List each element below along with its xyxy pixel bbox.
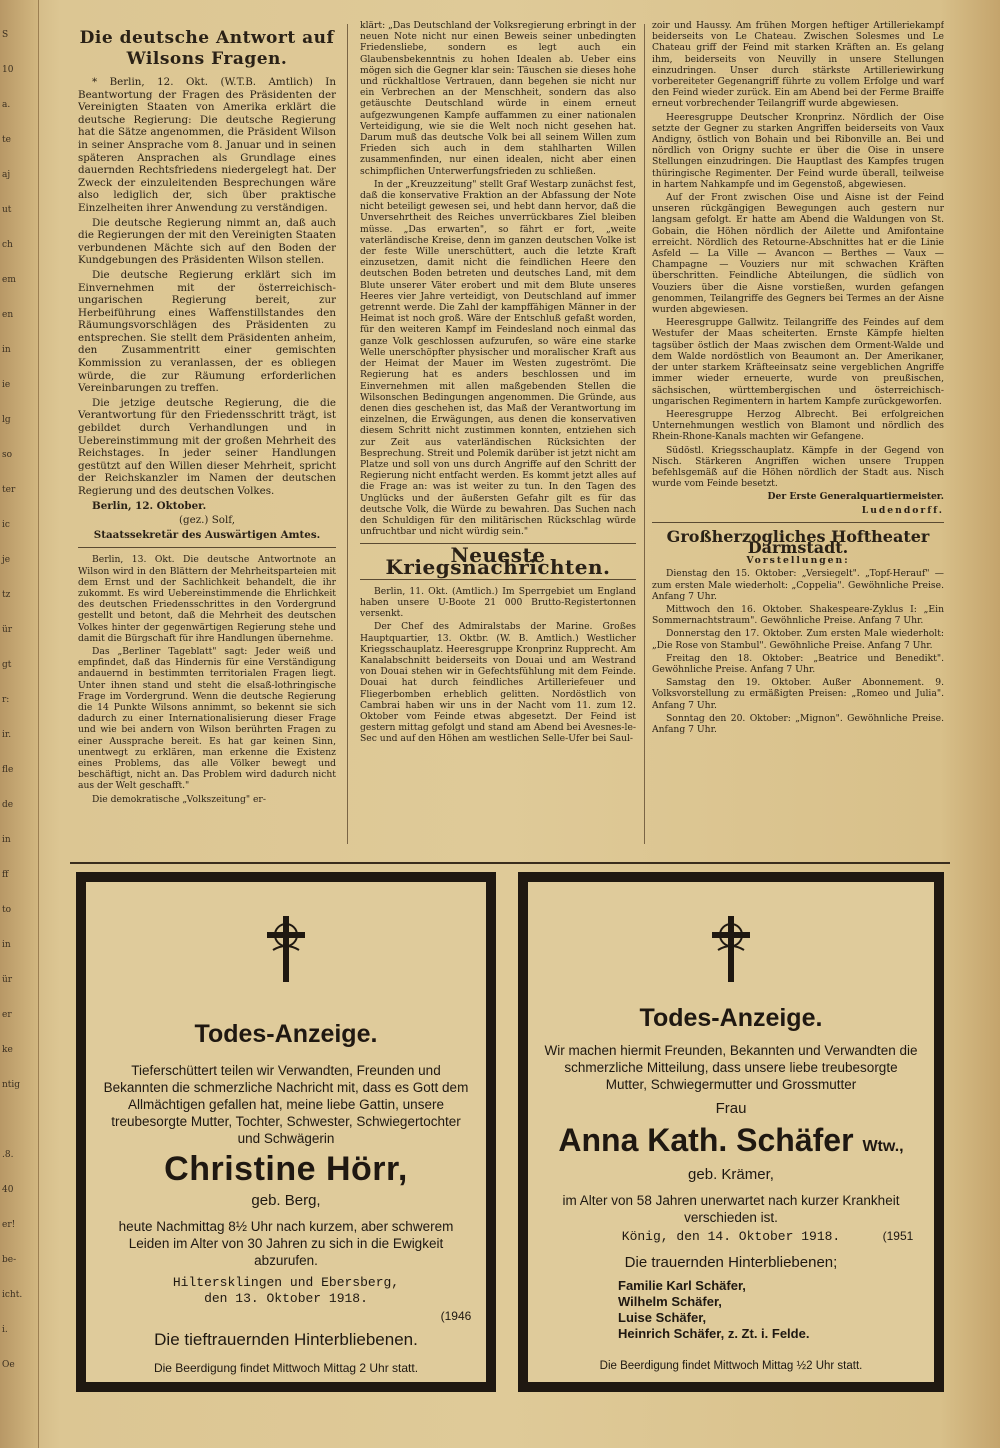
ad-number: (1951 xyxy=(882,1229,914,1243)
margin-fragment: ke xyxy=(2,1045,13,1055)
small-paragraph: Das „Berliner Tageblatt" sagt: Jeder weiß und empfindet, daß das Hindernis für eine Verständigung andauernd in bestimmten territorialen Fragen liegt. Unter ihnen stand und steht die elsaß-lothringische Frage im Vordergrund. Wenn die deutsche Regierung die 14 Punkte Wilsons annimmt, so bekennt sie sich dadurch zu einer Internationalisierung dieser Frage und wie bei andern von Wilson berührten Fragen zu einer Aussprache bereit. Es hat gar keinen Sinn, unentwegt zu erklären, man erkenne die Existenz eines Problems, das alle Völker bewegt und beschäftigt, nicht an. Das Problem wird dadurch nicht aus der Welt geschafft." xyxy=(78,646,336,792)
column-3 xyxy=(652,20,944,860)
funeral-info: Die Beerdigung findet Mittwoch Mittag 2 Uhr statt. xyxy=(153,1361,419,1375)
cross-icon xyxy=(263,914,309,984)
margin-fragment: gt xyxy=(2,660,12,670)
margin-fragment: ic xyxy=(2,520,10,530)
family-member: Familie Karl Schäfer, xyxy=(618,1278,746,1293)
column-rule xyxy=(644,24,645,844)
margin-fragment: ut xyxy=(2,205,12,215)
margin-fragment: S xyxy=(2,30,9,40)
margin-fragment: ff xyxy=(2,870,9,880)
ad-title: Todes-Anzeige. xyxy=(639,1004,823,1032)
deceased-name-line xyxy=(528,1122,934,1159)
divider xyxy=(360,579,636,580)
signoff-title: Der Erste Generalquartiermeister. xyxy=(767,491,944,503)
column-rule xyxy=(347,24,348,844)
margin-fragment: in xyxy=(2,345,11,355)
margin-fragment: em xyxy=(2,275,16,285)
death-notice-schaefer xyxy=(518,872,944,1392)
margin-fragment: er xyxy=(2,1010,12,1020)
previous-page-margin xyxy=(0,0,39,1448)
margin-fragment: tz xyxy=(2,590,11,600)
paragraph: Auf der Front zwischen Oise und Aisne ist der Feind unseren rückgängigen Bewegungen auch gestern nur langsam gefolgt. Er hatte am Abend die Waldungen von St. Gobain, die Höhen nördlich der Ailette und Amifontaine erreicht. Nördlich des Retourne-Abschnittes hat er die Linie Asfeld — La Ville — Avancon — Berthes — Vaux — Champagne — Vouziers nur mit schwachen Kräften überschritten. Feindliche Abteilungen, die südlich von Vouziers über die Aisne vorstießen, wurden gefangen genommen, Teilangriffe des Gegners bei Termes an der Aisne wurden abgewiesen. xyxy=(652,192,944,316)
ad-title: Todes-Anzeige. xyxy=(194,1020,378,1048)
margin-fragment: a. xyxy=(2,100,11,110)
deceased-name: Christine Hörr, xyxy=(164,1150,408,1188)
cross-icon xyxy=(708,914,754,984)
column-2 xyxy=(360,20,636,860)
margin-fragment: ür xyxy=(2,625,13,635)
margin-fragment: te xyxy=(2,135,11,145)
family-member: Wilhelm Schäfer, xyxy=(618,1294,722,1309)
dateline: Berlin, 12. Oktober. xyxy=(92,499,207,512)
family-member: Luise Schäfer, xyxy=(618,1310,707,1325)
margin-fragment: ir. xyxy=(2,730,12,740)
family-member: Heinrich Schäfer, z. Zt. i. Felde. xyxy=(618,1326,810,1341)
ad-text-2: heute Nachmittag 8½ Uhr nach kurzem, aber schwerem Leiden im Alter von 30 Jahren zu sich in die Ewigkeit abzurufen. xyxy=(118,1219,454,1268)
ad-text: Wir machen hiermit Freunden, Bekannten und Verwandten die schmerzliche Mitteilung, dass unsere liebe treubesorgte Mutter, Schwiegermutter und Grossmutter xyxy=(544,1043,918,1092)
place-date: König, den 14. Oktober 1918. xyxy=(621,1229,841,1244)
margin-fragment: r: xyxy=(2,695,10,705)
signature: (gez.) Solf, xyxy=(179,514,235,527)
margin-fragment: i. xyxy=(2,1325,8,1335)
paragraph: Heeresgruppe Gallwitz. Teilangriffe des Feindes auf dem Westufer der Maas scheiterten. Ernste Kämpfe hielten tagsüber östlich der Maas zwischen dem Orment-Walde und dem Walde nordöstlich von Beaumont an. Der Amerikaner, der unter starkem Kräfteeinsatz seine vergeblichen Angriffe immer wieder erneuerte, wurde von preußischen, sächsischen, württembergischen und österreichisch-ungarischen Regimentern in hartem Kampfe zurückgeworfen. xyxy=(652,317,944,407)
margin-fragment: in xyxy=(2,940,11,950)
margin-fragment: ie xyxy=(2,380,11,390)
theater-item: Freitag den 18. Oktober: „Beatrice und Benedikt". Gewöhnliche Preise. Anfang 7 Uhr. xyxy=(652,652,944,675)
theater-item: Donnerstag den 17. Oktober. Zum ersten Male wiederholt: „Die Rose von Stambul". Gewöhnliche Preise. Anfang 7 Uhr. xyxy=(652,628,944,651)
margin-fragment: de xyxy=(2,800,14,810)
paragraph: In der „Kreuzzeitung" stellt Graf Westarp zunächst fest, daß die konservative Fraktion an der Abfassung der Note nicht beteiligt gewesen sei, und hebt dann hervor, daß die Unversehrtheit des Reiches unverrückbares Ziel bleiben müsse. „Das erwarten", so fährt er fort, „weite vaterländische Kreise, denn im ganzen deutschen Volke ist der feste Wille unerschüttert, auch die letzte Kraft einzusetzen, damit nicht die feindlichen Heere den deutschen Boden betreten und deutsches Land, mit dem Blute unserer Väter erobert und mit dem Blute unseres Heeres vier Jahre verteidigt, von Deutschland auf immer getrennt werde. Die Zahl der kampffähigen Männer in der Heimat ist noch groß. Wäre der Entschluß gefaßt worden, für den weiteren Kampf im Feindesland noch einmal das ganze Volk geschlossen aufzurufen, so wäre eine starke Welle unerschöpfter physischer und moralischer Kraft aus der Heimat der Mauer im Westen zugeströmt. Die Regierung hat es anders beschlossen und im Einvernehmen mit allen maßgebenden Stellen die Wilsonschen Bedingungen angenommen. Die Gründe, aus denen dies geschehen ist, das Maß der Verantwortung im einzelnen, die Erwägungen, aus denen die konservativen diesem Schritt nicht zustimmen konnten, entziehen sich zur Zeit aus vaterländischen Rücksichten der Besprechung. Streit und Polemik darüber ist jetzt nicht am Platze und soll von uns durch Angriffe auf den Schritt der Regierung nicht entfacht werden. Es kommt jetzt alles auf die Frage an: was ist weiter zu tun. In den Tagen des Unglücks und der äußersten Gefahr gilt es für das deutsche Volk, die Würde zu bewahren. Das Suchen nach den Schuldigen für den militärischen Rückschlag würde unfruchtbar und nicht würdig sein." xyxy=(360,178,636,538)
margin-fragment: in xyxy=(2,835,11,845)
section-rule xyxy=(70,862,950,864)
signoff-name: Ludendorff. xyxy=(861,504,944,516)
margin-fragment: to xyxy=(2,905,12,915)
paragraph: Südöstl. Kriegsschauplatz. Kämpfe in der Gegend von Nisch. Stärkeren Angriffen wichen unsere Truppen befehlsgemäß auf die Höhen nördlich der Stadt aus. Nisch wurde vom Feinde besetzt. xyxy=(652,444,944,490)
margin-fragment: je xyxy=(2,555,11,565)
margin-fragment: so xyxy=(2,450,13,460)
date: den 13. Oktober 1918. xyxy=(204,1291,368,1306)
theater-item: Sonntag den 20. Oktober: „Mignon". Gewöhnliche Preise. Anfang 7 Uhr. xyxy=(652,712,944,735)
paragraph: Der Chef des Admiralstabs der Marine. Großes Hauptquartier, 13. Oktbr. (W. B. Amtlich.) Westlicher Kriegsschauplatz. Heeresgruppe Kronprinz Rupprecht. Am Kanalabschnitt beiderseits von Douai und am Westrand von Douai stehen wir in Gefechtsfühlung mit dem Feinde. Douai hat durch feindliches Artilleriefeuer und Fliegerbomben erheblich gelitten. Nordöstlich von Cambrai haben wir uns in der Nacht vom 11. zum 12. Oktober vom Feinde etwas abgesetzt. Der Feind ist gestern mittag gefolgt und stand am Abend bei Avesnes-le-Sec und auf den Höhen am westlichen Selle-Ufer bei Saul- xyxy=(360,621,636,745)
margin-fragment: 10 xyxy=(2,65,14,75)
deceased-name: Anna Kath. Schäfer xyxy=(558,1122,854,1158)
theater-title: Großherzogliches Hoftheater Darmstadt. xyxy=(666,526,930,557)
margin-fragment: .8. xyxy=(2,1150,14,1160)
death-notice-hoerr xyxy=(76,872,496,1392)
paragraph: Die deutsche Regierung erklärt sich im Einvernehmen mit der österreichisch-ungarischen Regierung bereit, zur Herbeiführung eines Waffenstillstandes den Räumungsvorschlägen des Präsidenten zu entsprechen. Sie stellt dem Präsidenten anheim, den Zusammentritt einer gemischten Kommission zu veranlassen, der es obliegen würde, die zur Räumung erforderlichen Vereinbarungen zu treffen. xyxy=(78,268,336,395)
ad-text-2: im Alter von 58 Jahren unerwartet nach kurzer Krankheit verschieden ist. xyxy=(562,1193,900,1225)
signer-title: Staatssekretär des Auswärtigen Amtes. xyxy=(93,528,321,541)
margin-fragment: lg xyxy=(2,415,11,425)
article-title-wilson: Die deutsche Antwort auf Wilsons Fragen. xyxy=(79,28,335,69)
paragraph: klärt: „Das Deutschland der Volksregierung erbringt in der neuen Note nicht nur einen Beweis seiner unbedingten Friedensliebe, sondern es legt auch ein Glaubensbekenntnis zu hohen Idealen ab. Ueber eins mögen sich die Gegner klar sein: Täuschen sie dieses hohe und rückhaltlose Vertrauen, dann begehen sie nicht nur ein Verbrechen an der Menschheit, sondern das also getäuschte Deutschland würde in einem erneut aufgezwungenen Kampfe auffammen zu einer nationalen Verteidigung, wie sie die Welt noch nicht gesehen hat. Darum muß das deutsche Volk bei all seinem Willen zum Frieden sich auch in dem stahlharten Willen zusammenfinden, nur einen idealen, nicht aber einen schimpflichen Unterwerfungsfrieden zu schließen. xyxy=(360,20,636,177)
theater-item: Samstag den 19. Oktober. Außer Abonnement. 9. Volksvorstellung zu ermäßigten Preisen: „Romeo und Julia". Anfang 7 Uhr. xyxy=(652,677,944,711)
paragraph: Die deutsche Regierung nimmt an, daß auch die Regierungen der mit den Vereinigten Staaten verbundenen Mächte sich auf den Boden der Kundgebungen des Präsidenten Wilson stellen. xyxy=(78,216,336,267)
paragraph: * Berlin, 12. Okt. (W.T.B. Amtlich) In Beantwortung der Fragen des Präsidenten der Vereinigten Staaten von Amerika erklärt die deutsche Regierung: Die deutsche Regierung hat die Sätze angenommen, die Präsident Wilson in seiner Ansprache vom 8. Januar und in seinen späteren Ansprachen als Grundlage eines dauernden Rechtsfriedens niedergelegt hat. Der Zweck der einzuleitenden Besprechungen wäre also lediglich der, sich über praktische Einzelheiten ihrer Anwendung zu verständigen. xyxy=(78,76,336,214)
funeral-info: Die Beerdigung findet Mittwoch Mittag ½2 Uhr statt. xyxy=(599,1360,863,1372)
paragraph: Die jetzige deutsche Regierung, die die Verantwortung für den Friedensschritt trägt, ist gebildet durch Verhandlungen und in Uebereinstimmung mit der großen Mehrheit des Reichstages. In jeder seiner Handlungen gestützt auf den Willen dieser Mehrheit, spricht der Reichskanzler im Namen der deutschen Regierung und des deutschen Volkes. xyxy=(78,396,336,497)
family-list xyxy=(618,1278,918,1342)
divider xyxy=(652,522,944,523)
margin-fragment: fle xyxy=(2,765,14,775)
margin-fragment: icht. xyxy=(2,1290,23,1300)
mourners: Die tieftrauernden Hinterbliebenen. xyxy=(154,1330,418,1349)
place: Hiltersklingen und Ebersberg, xyxy=(172,1275,400,1290)
column-1 xyxy=(78,20,336,860)
salutation: Frau xyxy=(715,1100,747,1117)
margin-fragment: ntig xyxy=(2,1080,21,1090)
theater-subtitle: Vorstellungen: xyxy=(746,555,850,567)
theater-item: Mittwoch den 16. Oktober. Shakespeare-Zyklus I: „Ein Sommernachtstraum". Gewöhnliche Preise. Anfang 7 Uhr. xyxy=(652,603,944,627)
margin-fragment: ch xyxy=(2,240,13,250)
theater-item: Dienstag den 15. Oktober: „Versiegelt". „Topf-Herauf" — zum ersten Male wiederholt: „Coppelia". Gewöhnliche Preise. Anfang 7 Uhr. xyxy=(652,568,944,602)
paragraph: Heeresgruppe Deutscher Kronprinz. Nördlich der Oise setzte der Gegner zu starken Angriffen beiderseits von Vaux Andigny, östlich von Bohain und bei Ribonville an. Bei und nördlich von Origny suchte er über die Oise in unsere Stellungen einzudringen. Die Hauptlast des Kampfes trugen thüringische Regimenter. Der Feind wurde überall, teilweise in hartem Nahkampfe und im Gegenstoß, abgewiesen. xyxy=(652,111,944,190)
small-paragraph: Die demokratische „Volkszeitung" er- xyxy=(92,793,266,805)
margin-fragment: 40 xyxy=(2,1185,14,1195)
margin-fragment: aj xyxy=(2,170,11,180)
war-news-heading: Neueste Kriegsnachrichten. xyxy=(385,543,611,579)
margin-fragment: ür xyxy=(2,975,13,985)
widow-suffix: Wtw., xyxy=(862,1138,904,1155)
margin-fragment: Oe xyxy=(2,1360,15,1370)
margin-fragment: en xyxy=(2,310,14,320)
margin-fragment: be- xyxy=(2,1255,17,1265)
margin-fragment: er! xyxy=(2,1220,16,1230)
ad-text: Tieferschüttert teilen wir Verwandten, Freunden und Bekannten die schmerzliche Nachricht mit, dass es Gott dem Allmächtigen gefallen hat, meine liebe Gattin, unsere treubesorgte Mutter, Tochter, Schwester, Schwiegertochter und Schwägerin xyxy=(103,1063,469,1146)
paragraph: Heeresgruppe Herzog Albrecht. Bei erfolgreichen Unternehmungen westlich von Blamont und nördlich des Rhein-Rhone-Kanals machten wir Gefangene. xyxy=(652,408,944,443)
paragraph: zoir und Haussy. Am frühen Morgen heftiger Artilleriekampf beiderseits von Le Chateau. Zwischen Solesmes und Le Chateau griff der Feind mit starken Kräften an. Es gelang ihm, beiderseits von Neuvilly in unsere Stellungen einzudringen. Unser durch stärkste Artilleriewirkung vorbereiteter Gegenangriff führte zu vollem Erfolge und warf den Feind wieder zurück. Ein am Abend bei der Ferme Braiffe erneut vorbrechender Teilangriff wurde abgewiesen. xyxy=(652,20,944,110)
paragraph: Berlin, 11. Okt. (Amtlich.) Im Sperrgebiet um England haben unsere U-Boote 21 000 Brutto-Registertonnen versenkt. xyxy=(360,585,636,620)
mourners: Die trauernden Hinterbliebenen; xyxy=(624,1254,838,1271)
maiden-name: geb. Krämer, xyxy=(688,1166,774,1183)
small-paragraph: Berlin, 13. Okt. Die deutsche Antwortnote an Wilson wird in den Blättern der Mehrheitsparteien mit dem Ernst und der Sachlichkeit behandelt, die ihr zukommt. Es wird Uebereinstimmende die Ehrlichkeit des deutschen Friedensschrittes in den Vordergrund gestellt und betont, daß die Mehrheit des deutschen Volkes hinter der gegenwärtigen Regierung stehe und damit die Bürgschaft für ihre Handlungen übernehme. xyxy=(78,554,336,644)
margin-fragment: ter xyxy=(2,485,16,495)
ad-number: (1946 xyxy=(440,1309,472,1323)
divider xyxy=(78,547,336,548)
maiden-name: geb. Berg, xyxy=(251,1192,321,1209)
